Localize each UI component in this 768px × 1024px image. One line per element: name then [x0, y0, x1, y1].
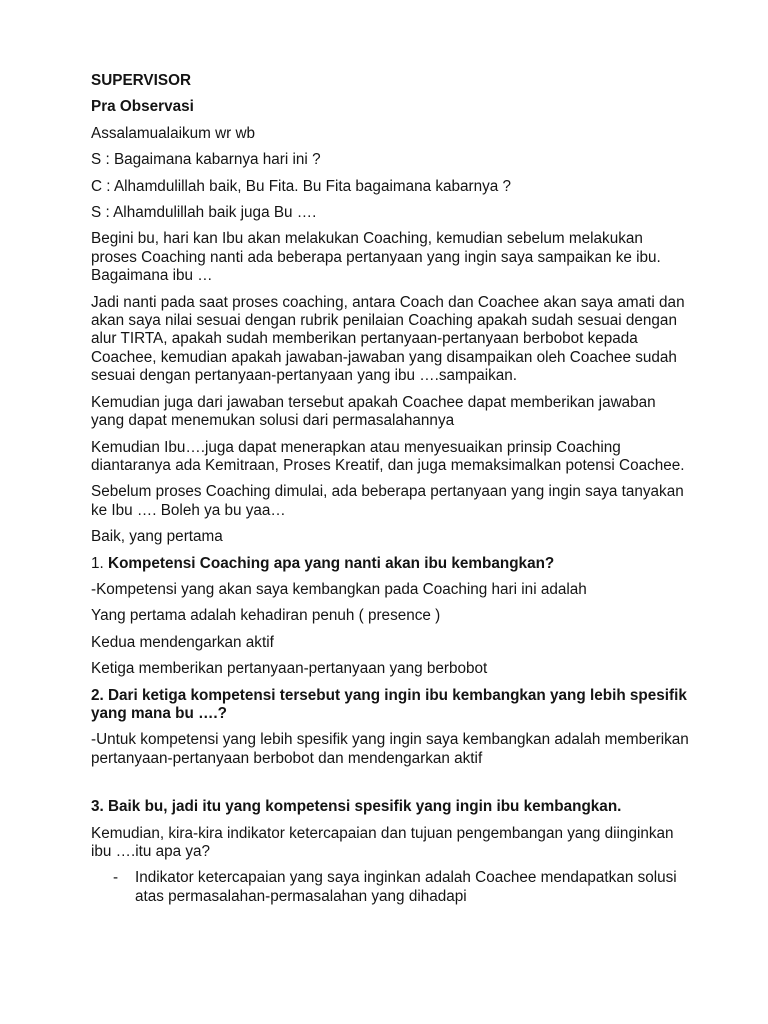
answer-1-line-4: Ketiga memberikan pertanyaan-pertanyaan yang berbobot: [91, 660, 488, 678]
dialog-line-supervisor-1: S : Bagaimana kabarnya hari ini ?: [91, 151, 321, 169]
dialog-line-coach-1: C : Alhamdulillah baik, Bu Fita. Bu Fita bagaimana kabarnya ?: [91, 177, 512, 195]
paragraph-before-coaching: Sebelum proses Coaching dimulai, ada beberapa pertanyaan yang ingin saya tanyakan ke Ibu …. Boleh ya bu yaa…: [91, 483, 684, 519]
document-subheading: Pra Observasi: [91, 98, 194, 116]
bullet-dash: -: [113, 869, 119, 887]
answer-1-line-2: Yang pertama adalah kehadiran penuh ( presence ): [91, 607, 441, 625]
document-heading: SUPERVISOR: [91, 72, 192, 89]
document-page: [91, 72, 691, 906]
question-3-followup: Kemudian, kira-kira indikator ketercapaian dan tujuan pengembangan yang diinginkan ibu ….itu apa ya?: [91, 824, 674, 860]
paragraph-coaching-principles: Kemudian Ibu….juga dapat menerapkan atau menyesuaikan prinsip Coaching diantaranya ada Kemitraan, Proses Kreatif, dan juga memaksimalkan potensi Coachee.: [91, 438, 685, 474]
paragraph-coaching-process: Jadi nanti pada saat proses coaching, antara Coach dan Coachee akan saya amati dan akan saya nilai sesuai dengan rubrik penilaian Coaching apakah sudah sesuai dengan alur TIRTA, apakah sudah memberikan pertanyaan-pertanyaan berbobot kepada Coachee, kemudian apakah jawaban-jawaban yang disampaikan oleh Coachee sudah sesuai dengan pertanyaan-pertanyaan yang ibu ….sampaikan.: [91, 293, 685, 385]
answer-1-line-1: -Kompetensi yang akan saya kembangkan pada Coaching hari ini adalah: [91, 580, 587, 598]
paragraph-answer-solution: Kemudian juga dari jawaban tersebut apakah Coachee dapat memberikan jawaban yang dapat menemukan solusi dari permasalahannya: [91, 393, 656, 430]
question-3: 3. Baik bu, jadi itu yang kompetensi spesifik yang ingin ibu kembangkan.: [91, 798, 622, 816]
bullet-text: Indikator ketercapaian yang saya inginkan adalah Coachee mendapatkan solusi atas permasalahan-permasalahan yang dihadapi: [135, 869, 677, 905]
answer-2: -Untuk kompetensi yang lebih spesifik yang ingin saya kembangkan adalah memberikan pertanyaan-pertanyaan berbobot dan mendengarkan aktif: [91, 731, 689, 767]
paragraph-intro: Begini bu, hari kan Ibu akan melakukan Coaching, kemudian sebelum melakukan proses Coaching nanti ada beberapa pertanyaan yang ingin saya sampaikan ke ibu. Bagaimana ibu …: [91, 230, 661, 285]
answer-1-line-3: Kedua mendengarkan aktif: [91, 633, 274, 651]
paragraph-first: Baik, yang pertama: [91, 528, 223, 546]
greeting-line: Assalamualaikum wr wb: [91, 124, 256, 142]
question-2: 2. Dari ketiga kompetensi tersebut yang ingin ibu kembangkan yang lebih spesifik yang mana bu ….?: [91, 686, 687, 722]
question-1: [91, 555, 691, 573]
dialog-line-supervisor-2: S : Alhamdulillah baik juga Bu ….: [91, 204, 317, 222]
question-1-number: 1.: [91, 554, 109, 572]
question-1-text: Kompetensi Coaching apa yang nanti akan ibu kembangkan?: [108, 554, 555, 572]
bullet-item: [91, 869, 691, 906]
